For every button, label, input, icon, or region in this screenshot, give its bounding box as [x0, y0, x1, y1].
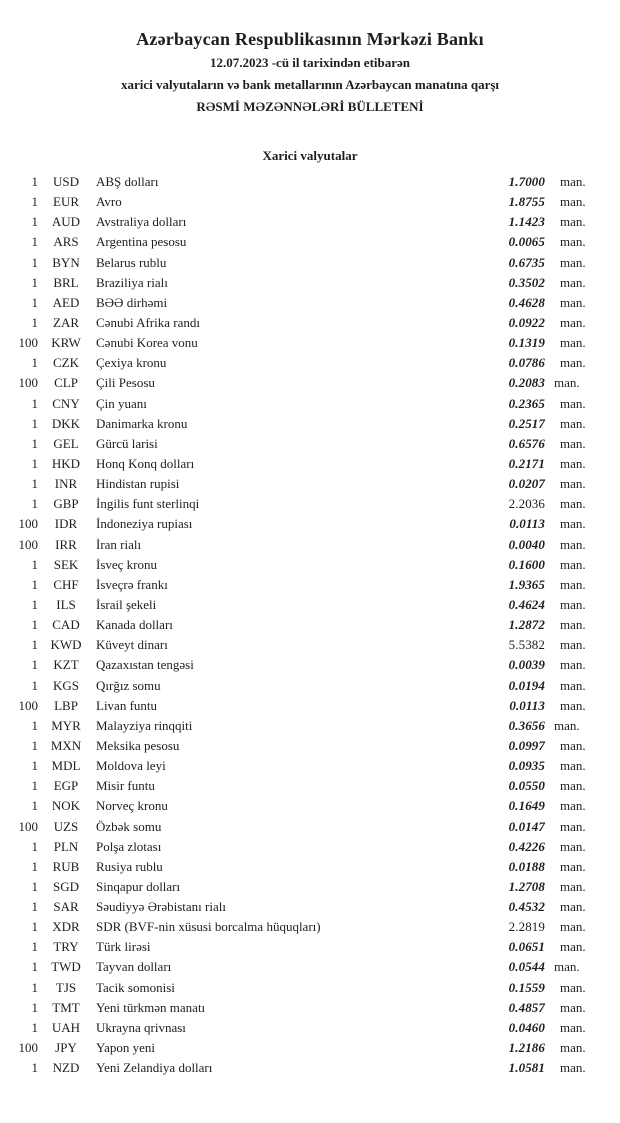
unit-cell: man.: [560, 596, 586, 612]
rate-value-cell: 0.4628: [508, 294, 545, 310]
currency-code-cell: HKD: [51, 455, 81, 471]
quantity-cell: 100: [18, 536, 38, 552]
unit-cell: man.: [560, 556, 586, 572]
bank-name: Azərbaycan Respublikasının Mərkəzi Bankı: [136, 29, 484, 49]
currency-code-cell: JPY: [55, 1040, 77, 1056]
unit-cell: man.: [560, 838, 586, 854]
rate-value-cell: 1.2708: [508, 878, 545, 894]
currency-name-cell: Yeni Zelandiya dolları: [96, 1060, 213, 1076]
document-header: [0, 26, 620, 118]
rate-value-cell: 0.0786: [508, 355, 545, 371]
quantity-cell: 1: [31, 899, 38, 915]
rate-row: [0, 212, 620, 232]
currency-name-cell: İsveçrə frankı: [96, 576, 168, 592]
unit-cell: man.: [560, 1060, 586, 1076]
rate-row: [0, 776, 620, 796]
currency-name-cell: Livan funtu: [96, 697, 158, 713]
currency-name-cell: Braziliya rialı: [96, 274, 168, 290]
rate-value-cell: 0.4624: [508, 596, 545, 612]
quantity-cell: 1: [31, 939, 38, 955]
unit-cell: man.: [560, 979, 586, 995]
quantity-cell: 1: [31, 435, 38, 451]
quantity-cell: 100: [18, 1040, 38, 1056]
rates-table: [0, 172, 620, 1078]
currency-name-cell: Honq Konq dolları: [96, 455, 195, 471]
rate-value-cell: 0.1600: [508, 556, 545, 572]
unit-cell: man.: [560, 536, 586, 552]
currency-code-cell: ILS: [56, 596, 76, 612]
rate-row: [0, 655, 620, 675]
unit-cell: man.: [560, 194, 586, 210]
unit-cell: man.: [560, 415, 586, 431]
unit-cell: man.: [560, 335, 586, 351]
unit-cell: man.: [560, 254, 586, 270]
quantity-cell: 1: [31, 737, 38, 753]
rate-row: [0, 353, 620, 373]
unit-cell: man.: [554, 717, 580, 733]
currency-name-cell: Kanada dolları: [96, 617, 173, 633]
unit-cell: man.: [560, 234, 586, 250]
currency-name-cell: İngilis funt sterlinqi: [96, 496, 200, 512]
currency-code-cell: CHF: [53, 576, 79, 592]
currency-code-cell: CNY: [52, 395, 80, 411]
quantity-cell: 1: [31, 254, 38, 270]
rate-value-cell: 2.2036: [508, 496, 545, 512]
rate-row: [0, 615, 620, 635]
currency-code-cell: SEK: [53, 556, 79, 572]
rate-row: [0, 676, 620, 696]
currency-code-cell: CAD: [52, 617, 80, 633]
quantity-cell: 1: [31, 496, 38, 512]
rate-row: [0, 394, 620, 414]
rate-row: [0, 857, 620, 877]
unit-cell: man.: [560, 395, 586, 411]
currency-code-cell: AUD: [51, 214, 81, 230]
rate-row: [0, 273, 620, 293]
currency-code-cell: MDL: [51, 758, 81, 774]
currency-code-cell: TRY: [53, 939, 79, 955]
quantity-cell: 100: [18, 697, 38, 713]
rate-value-cell: 0.0147: [508, 818, 545, 834]
quantity-cell: 100: [18, 818, 38, 834]
rate-row: [0, 535, 620, 555]
rate-value-cell: 1.2186: [508, 1040, 545, 1056]
currency-name-cell: Tacik somonisi: [96, 979, 175, 995]
rate-row: [0, 313, 620, 333]
currency-code-cell: KZT: [53, 657, 79, 673]
rate-value-cell: 0.0188: [508, 858, 545, 874]
rate-value-cell: 0.0113: [509, 516, 545, 532]
quantity-cell: 1: [31, 778, 38, 794]
rate-value-cell: 0.0194: [508, 677, 545, 693]
rate-value-cell: 1.2872: [508, 617, 545, 633]
rate-row: [0, 998, 620, 1018]
unit-cell: man.: [560, 274, 586, 290]
currency-code-cell: GEL: [53, 435, 79, 451]
quantity-cell: 1: [31, 798, 38, 814]
unit-cell: man.: [560, 1019, 586, 1035]
rate-value-cell: 0.2517: [508, 415, 545, 431]
rate-value-cell: 1.1423: [508, 214, 545, 230]
unit-cell: man.: [560, 1040, 586, 1056]
rate-value-cell: 0.4857: [508, 999, 545, 1015]
unit-cell: man.: [560, 818, 586, 834]
rate-row: [0, 716, 620, 736]
rate-value-cell: 0.1559: [508, 979, 545, 995]
rate-row: [0, 917, 620, 937]
quantity-cell: 1: [31, 717, 38, 733]
unit-cell: man.: [560, 314, 586, 330]
currency-code-cell: XDR: [52, 919, 80, 935]
rate-row: [0, 877, 620, 897]
rate-row: [0, 897, 620, 917]
rate-row: [0, 796, 620, 816]
currency-code-cell: TWD: [51, 959, 81, 975]
quantity-cell: 1: [31, 234, 38, 250]
quantity-cell: 1: [31, 959, 38, 975]
currency-name-cell: Argentina pesosu: [96, 234, 187, 250]
rate-value-cell: 1.8755: [508, 194, 545, 210]
currency-code-cell: TJS: [55, 979, 77, 995]
unit-cell: man.: [560, 617, 586, 633]
currency-name-cell: Danimarka kronu: [96, 415, 188, 431]
unit-cell: man.: [560, 878, 586, 894]
currency-name-cell: Sinqapur dolları: [96, 878, 181, 894]
rate-value-cell: 0.0997: [508, 737, 545, 753]
quantity-cell: 1: [31, 294, 38, 310]
rate-value-cell: 0.0113: [509, 697, 545, 713]
currency-name-cell: Tayvan dolları: [96, 959, 172, 975]
rate-value-cell: 0.1649: [508, 798, 545, 814]
currency-name-cell: Polşa zlotası: [96, 838, 162, 854]
unit-cell: man.: [560, 758, 586, 774]
rate-row: [0, 635, 620, 655]
currency-name-cell: Yapon yeni: [96, 1040, 155, 1056]
currency-name-cell: Malayziya rinqqiti: [96, 717, 193, 733]
currency-code-cell: ARS: [53, 234, 79, 250]
rate-row: [0, 514, 620, 534]
currency-code-cell: CZK: [53, 355, 79, 371]
currency-code-cell: SGD: [52, 878, 79, 894]
currency-name-cell: Belarus rublu: [96, 254, 167, 270]
quantity-cell: 1: [31, 476, 38, 492]
rate-value-cell: 0.4532: [508, 899, 545, 915]
currency-code-cell: AED: [52, 294, 80, 310]
currency-code-cell: EUR: [53, 194, 79, 210]
quantity-cell: 1: [31, 455, 38, 471]
currency-code-cell: MXN: [50, 737, 82, 753]
currency-name-cell: İsrail şekeli: [96, 596, 157, 612]
rate-value-cell: 2.2819: [508, 919, 545, 935]
unit-cell: man.: [560, 858, 586, 874]
rate-value-cell: 1.0581: [508, 1060, 545, 1076]
rate-value-cell: 0.0544: [508, 959, 545, 975]
currency-code-cell: PLN: [53, 838, 79, 854]
rate-row: [0, 414, 620, 434]
rate-value-cell: 0.4226: [508, 838, 545, 854]
unit-cell: man.: [560, 737, 586, 753]
unit-cell: man.: [560, 778, 586, 794]
rate-value-cell: 0.0040: [508, 536, 545, 552]
rate-row: [0, 837, 620, 857]
quantity-cell: 1: [31, 395, 38, 411]
rate-value-cell: 0.0460: [508, 1019, 545, 1035]
currency-name-cell: Çin yuanı: [96, 395, 147, 411]
currency-name-cell: Norveç kronu: [96, 798, 168, 814]
unit-cell: man.: [560, 657, 586, 673]
unit-cell: man.: [560, 476, 586, 492]
rate-row: [0, 957, 620, 977]
unit-cell: man.: [560, 697, 586, 713]
currency-name-cell: Moldova leyi: [96, 758, 166, 774]
currency-name-cell: Cənubi Afrika randı: [96, 314, 200, 330]
currency-name-cell: Ukrayna qrivnası: [96, 1019, 186, 1035]
currency-code-cell: CLP: [54, 375, 78, 391]
rate-row: [0, 434, 620, 454]
rate-value-cell: 0.3656: [508, 717, 545, 733]
rate-value-cell: 0.0922: [508, 314, 545, 330]
quantity-cell: 1: [31, 617, 38, 633]
rate-row: [0, 575, 620, 595]
quantity-cell: 1: [31, 556, 38, 572]
rate-value-cell: 0.6735: [508, 254, 545, 270]
rate-value-cell: 0.2083: [508, 375, 545, 391]
rate-value-cell: 0.0651: [508, 939, 545, 955]
unit-cell: man.: [560, 496, 586, 512]
currency-code-cell: IRR: [55, 536, 77, 552]
rate-value-cell: 0.0935: [508, 758, 545, 774]
currency-code-cell: KRW: [51, 335, 81, 351]
rate-row: [0, 736, 620, 756]
quantity-cell: 1: [31, 596, 38, 612]
rate-row: [0, 1058, 620, 1078]
quantity-cell: 1: [31, 214, 38, 230]
unit-cell: man.: [560, 637, 586, 653]
currency-code-cell: KGS: [52, 677, 79, 693]
currency-code-cell: NZD: [52, 1060, 80, 1076]
unit-cell: man.: [560, 355, 586, 371]
rate-row: [0, 978, 620, 998]
currency-name-cell: Gürcü larisi: [96, 435, 158, 451]
rate-value-cell: 0.2365: [508, 395, 545, 411]
effective-date-line: 12.07.2023 -cü il tarixindən etibarən: [209, 55, 411, 70]
currency-code-cell: LBP: [54, 697, 78, 713]
rate-value-cell: 1.9365: [508, 576, 545, 592]
currency-code-cell: TMT: [52, 999, 80, 1015]
currency-name-cell: İsveç kronu: [96, 556, 158, 572]
rate-row: [0, 232, 620, 252]
quantity-cell: 1: [31, 919, 38, 935]
rate-row: [0, 474, 620, 494]
rate-row: [0, 1018, 620, 1038]
quantity-cell: 1: [31, 758, 38, 774]
quantity-cell: 1: [31, 657, 38, 673]
currency-name-cell: İndoneziya rupiası: [96, 516, 193, 532]
currency-name-cell: ABŞ dolları: [96, 174, 159, 189]
currency-code-cell: DKK: [51, 415, 81, 431]
bulletin-title: RƏSMİ MƏZƏNNƏLƏRİ BÜLLETENİ: [196, 99, 424, 114]
quantity-cell: 1: [31, 314, 38, 330]
currency-code-cell: BRL: [53, 274, 79, 290]
currency-name-cell: Qırğız somu: [96, 677, 161, 693]
quantity-cell: 1: [31, 355, 38, 371]
rate-value-cell: 5.5382: [508, 637, 545, 653]
currency-name-cell: Rusiya rublu: [96, 858, 163, 874]
currency-name-cell: Türk lirəsi: [96, 939, 151, 955]
currency-code-cell: USD: [52, 174, 79, 189]
rate-value-cell: 0.2171: [508, 455, 545, 471]
currency-name-cell: SDR (BVF-nin xüsusi borcalma hüquqları): [96, 919, 321, 935]
currency-code-cell: GBP: [53, 496, 79, 512]
currency-code-cell: UZS: [53, 818, 79, 834]
quantity-cell: 1: [31, 174, 38, 189]
rate-row: [0, 555, 620, 575]
unit-cell: man.: [560, 899, 586, 915]
unit-cell: man.: [560, 677, 586, 693]
rate-value-cell: 0.3502: [508, 274, 545, 290]
unit-cell: man.: [560, 214, 586, 230]
quantity-cell: 100: [18, 516, 38, 532]
currency-code-cell: IDR: [54, 516, 78, 532]
currency-code-cell: NOK: [51, 798, 81, 814]
currency-name-cell: Özbək somu: [96, 818, 162, 834]
currency-code-cell: MYR: [51, 717, 81, 733]
unit-cell: man.: [560, 174, 586, 189]
currency-name-cell: Çili Pesosu: [96, 375, 155, 391]
rate-row: [0, 817, 620, 837]
currency-code-cell: RUB: [52, 858, 80, 874]
rate-row: [0, 253, 620, 273]
currency-name-cell: Avstraliya dolları: [96, 214, 187, 230]
rate-row: [0, 373, 620, 393]
rate-row: [0, 293, 620, 313]
currency-code-cell: ZAR: [53, 314, 79, 330]
currency-name-cell: Misir funtu: [96, 778, 155, 794]
unit-cell: man.: [560, 435, 586, 451]
currency-name-cell: Yeni türkmən manatı: [96, 999, 206, 1015]
rate-value-cell: 0.0550: [508, 778, 545, 794]
quantity-cell: 1: [31, 999, 38, 1015]
quantity-cell: 1: [31, 1060, 38, 1076]
rate-row: [0, 192, 620, 212]
rate-value-cell: 0.0039: [508, 657, 545, 673]
rate-row: [0, 333, 620, 353]
quantity-cell: 1: [31, 415, 38, 431]
currency-name-cell: Avro: [96, 194, 122, 210]
unit-cell: man.: [560, 919, 586, 935]
currency-code-cell: EGP: [53, 778, 79, 794]
rate-row: [0, 937, 620, 957]
rate-row: [0, 756, 620, 776]
currency-name-cell: İran rialı: [96, 536, 142, 552]
currency-name-cell: Meksika pesosu: [96, 737, 180, 753]
rate-value-cell: 0.0207: [508, 476, 545, 492]
unit-cell: man.: [560, 576, 586, 592]
quantity-cell: 100: [18, 375, 38, 391]
currency-name-cell: BƏƏ dirhəmi: [96, 294, 168, 310]
rate-row: [0, 696, 620, 716]
unit-cell: man.: [560, 455, 586, 471]
quantity-cell: 100: [18, 335, 38, 351]
unit-cell: man.: [560, 999, 586, 1015]
rate-value-cell: 0.0065: [508, 234, 545, 250]
unit-cell: man.: [554, 959, 580, 975]
unit-cell: man.: [560, 798, 586, 814]
section-title-foreign-currencies: Xarici valyutalar: [262, 148, 358, 163]
unit-cell: man.: [554, 375, 580, 391]
quantity-cell: 1: [31, 979, 38, 995]
currency-name-cell: Çexiya kronu: [96, 355, 167, 371]
quantity-cell: 1: [31, 858, 38, 874]
quantity-cell: 1: [31, 1019, 38, 1035]
unit-cell: man.: [560, 939, 586, 955]
rate-value-cell: 0.6576: [508, 435, 545, 451]
currency-code-cell: INR: [54, 476, 78, 492]
unit-cell: man.: [560, 294, 586, 310]
currency-name-cell: Küveyt dinarı: [96, 637, 168, 653]
currency-name-cell: Hindistan rupisi: [96, 476, 180, 492]
rate-value-cell: 0.1319: [508, 335, 545, 351]
quantity-cell: 1: [31, 637, 38, 653]
currency-name-cell: Cənubi Korea vonu: [96, 335, 198, 351]
quantity-cell: 1: [31, 838, 38, 854]
rate-row: [0, 454, 620, 474]
unit-cell: man.: [560, 516, 586, 532]
quantity-cell: 1: [31, 677, 38, 693]
currency-code-cell: KWD: [50, 637, 82, 653]
rate-row: [0, 595, 620, 615]
currency-code-cell: UAH: [51, 1019, 81, 1035]
quantity-cell: 1: [31, 878, 38, 894]
rate-row: [0, 172, 620, 192]
currency-code-cell: BYN: [52, 254, 80, 270]
rate-value-cell: 1.7000: [508, 174, 545, 189]
currency-name-cell: Qazaxıstan tengəsi: [96, 657, 194, 673]
quantity-cell: 1: [31, 274, 38, 290]
currency-name-cell: Səudiyyə Ərəbistanı rialı: [96, 899, 226, 915]
rate-row: [0, 1038, 620, 1058]
quantity-cell: 1: [31, 194, 38, 210]
rate-row: [0, 494, 620, 514]
currency-code-cell: SAR: [53, 899, 79, 915]
quantity-cell: 1: [31, 576, 38, 592]
subject-line: xarici valyutaların və bank metallarının Azərbaycan manatına qarşı: [120, 77, 500, 92]
